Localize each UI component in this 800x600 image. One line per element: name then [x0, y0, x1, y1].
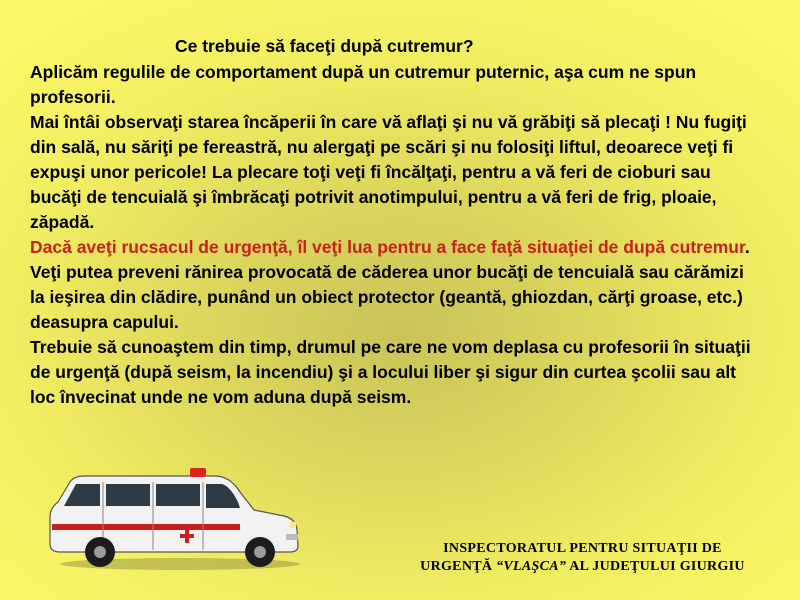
inspectorate-vlasca: “VLAŞCA” [496, 559, 567, 574]
backpack-end: . [744, 237, 750, 257]
inspectorate-caption [395, 540, 770, 576]
backpack-highlight: Dacă aveţi rucsacul de urgenţă, îl veţi lua pentru a face faţă situaţiei de după cutremur [30, 237, 745, 257]
body-text [30, 60, 755, 410]
paragraph-backpack [30, 235, 755, 260]
paragraph-intro: Aplicăm regulile de comportament după un cutremur puternic, aşa cum ne spun profesorii. [30, 62, 697, 107]
ambulance-icon [40, 462, 305, 572]
inspectorate-line2-end: AL JUDEŢULUI GIURGIU [566, 559, 745, 574]
slide-title: Ce trebuie să faceţi după cutremur? [175, 36, 474, 56]
inspectorate-line2-start: URGENŢĂ [420, 559, 497, 574]
paragraph-observe: Mai întâi observaţi starea încăperii în care vă aflaţi şi nu vă grăbiţi să plecaţi ! Nu fugiţi din sală, nu săriţi pe fereastră, nu alergaţi pe scări şi nu folosiţi liftul, deoarece veţi fi expuşi unor pericole! La plecare toţi veţi fi încălţaţi, pentru a vă feri de cioburi sau bucăţi de tencuială şi îmbrăcaţi potrivit anotimpului, pentru a vă feri de frig, ploaie, zăpadă. [30, 112, 747, 232]
paragraph-protect: Veţi putea preveni rănirea provocată de căderea unor bucăţi de tencuială sau cărămizi la ieşirea din clădire, punând un obiect protector (geantă, ghiozdan, cărţi groase, etc.) deasupra capului. [30, 262, 744, 332]
inspectorate-line2 [395, 558, 770, 576]
inspectorate-line1: INSPECTORATUL PENTRU SITUAŢII DE [443, 541, 722, 556]
paragraph-route: Trebuie să cunoaştem din timp, drumul pe care ne vom deplasa cu profesorii în situaţii de urgenţă (după seism, la incendiu) şi a locului liber şi sigur din curtea şcolii sau alt loc învecinat unde ne vom aduna după seism. [30, 337, 751, 407]
